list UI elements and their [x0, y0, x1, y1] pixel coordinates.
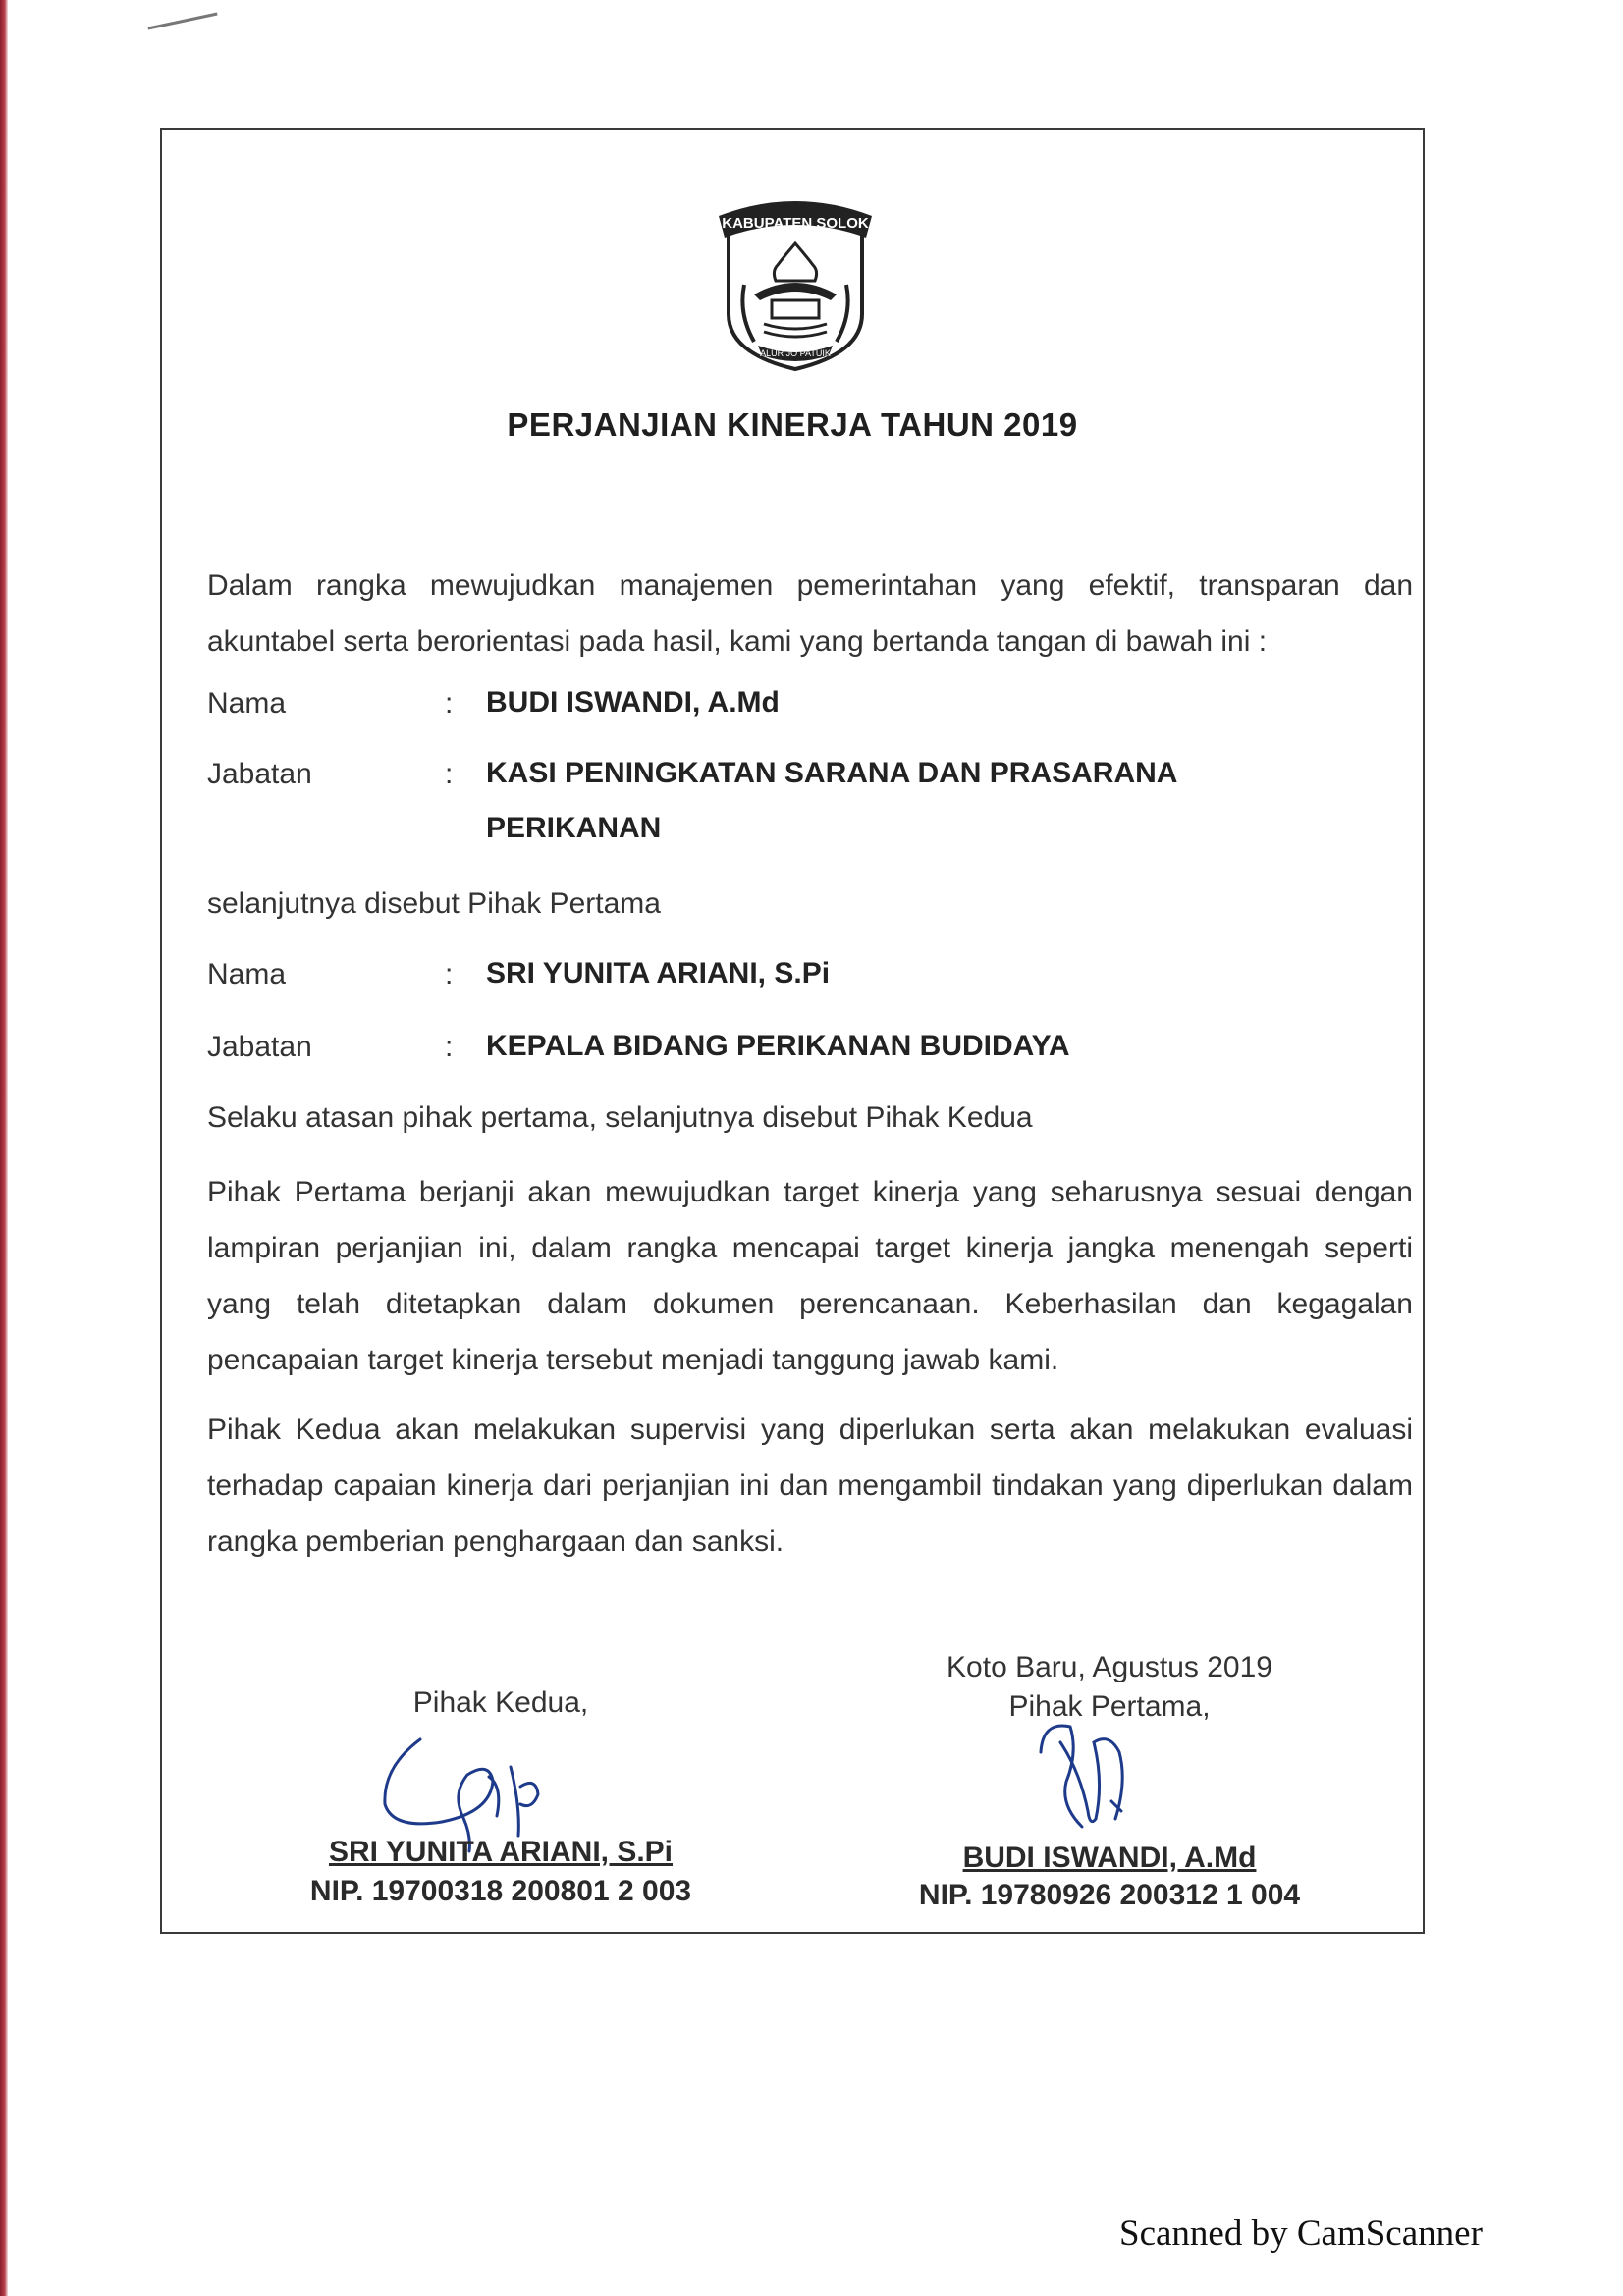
second-party-name: SRI YUNITA ARIANI, S.Pi: [486, 957, 831, 989]
right-signatory-nip: NIP. 19780926 200312 1 004: [918, 1879, 1301, 1911]
supervision-paragraph: Pihak Kedua akan melakukan supervisi yang diperlukan serta akan melakukan evaluasi terhadap capaian kinerja dari perjanjian ini dan mengambil tindakan yang diperlukan dalam rangka pemberian penghargaan dan sanksi.: [207, 1414, 1413, 1558]
name-label: Nama: [207, 958, 287, 990]
name-label: Nama: [207, 687, 287, 720]
colon: :: [445, 958, 454, 990]
colon: :: [445, 1031, 454, 1063]
left-signatory-name-text: SRI YUNITA ARIANI, S.Pi: [328, 1836, 674, 1868]
position-label: Jabatan: [207, 1031, 312, 1063]
left-signatory-name: [295, 1836, 707, 1869]
left-signatory-nip: NIP. 19700318 200801 2 003: [309, 1875, 692, 1907]
scanner-watermark: Scanned by CamScanner: [1119, 2214, 1483, 2254]
position-label: Jabatan: [207, 758, 312, 790]
first-party-position: [486, 746, 1177, 856]
colon: :: [445, 758, 454, 790]
commitment-paragraph: Pihak Pertama berjanji akan mewujudkan target kinerja yang seharusnya sesuai dengan lampiran perjanjian ini, dalam rangka mencapai target kinerja jangka menengah seperti yang telah ditetapkan dalam dokumen perencanaan. Keberhasilan dan kegagalan pencapaian target kinerja tersebut menjadi tanggung jawab kami.: [207, 1176, 1413, 1376]
emblem-banner-text: KABUPATEN SOLOK: [722, 215, 869, 232]
intro-paragraph: Dalam rangka mewujudkan manajemen pemerintahan yang efektif, transparan dan akuntabel serta berorientasi pada hasil, kami yang bertanda tangan di bawah ini :: [207, 569, 1413, 658]
first-party-position-line2: PERIKANAN: [486, 812, 662, 844]
document-title: PERJANJIAN KINERJA TAHUN 2019: [507, 406, 1078, 443]
right-signatory-role: Pihak Pertama,: [1008, 1690, 1211, 1723]
first-party-position-line1: KASI PENINGKATAN SARANA DAN PRASARANA: [486, 757, 1178, 789]
second-party-position: KEPALA BIDANG PERIKANAN BUDIDAYA: [486, 1030, 1070, 1062]
first-party-designation: selanjutnya disebut Pihak Pertama: [207, 887, 661, 920]
left-signatory-role: Pihak Kedua,: [412, 1686, 589, 1719]
emblem-motto: ALUR JO PATUIK: [760, 348, 831, 358]
place-date: Koto Baru, Agustus 2019: [947, 1651, 1272, 1683]
scratch-mark: [147, 13, 217, 30]
page-edge: [0, 0, 8, 2296]
regency-emblem-logo: [715, 187, 876, 371]
first-party-name: BUDI ISWANDI, A.Md: [486, 686, 780, 719]
colon: :: [445, 687, 454, 720]
right-signatory-name: [903, 1842, 1316, 1875]
second-party-designation: Selaku atasan pihak pertama, selanjutnya disebut Pihak Kedua: [207, 1101, 1033, 1134]
right-signatory-name-text: BUDI ISWANDI, A.Md: [962, 1842, 1257, 1874]
right-handwritten-signature: [1021, 1713, 1178, 1841]
